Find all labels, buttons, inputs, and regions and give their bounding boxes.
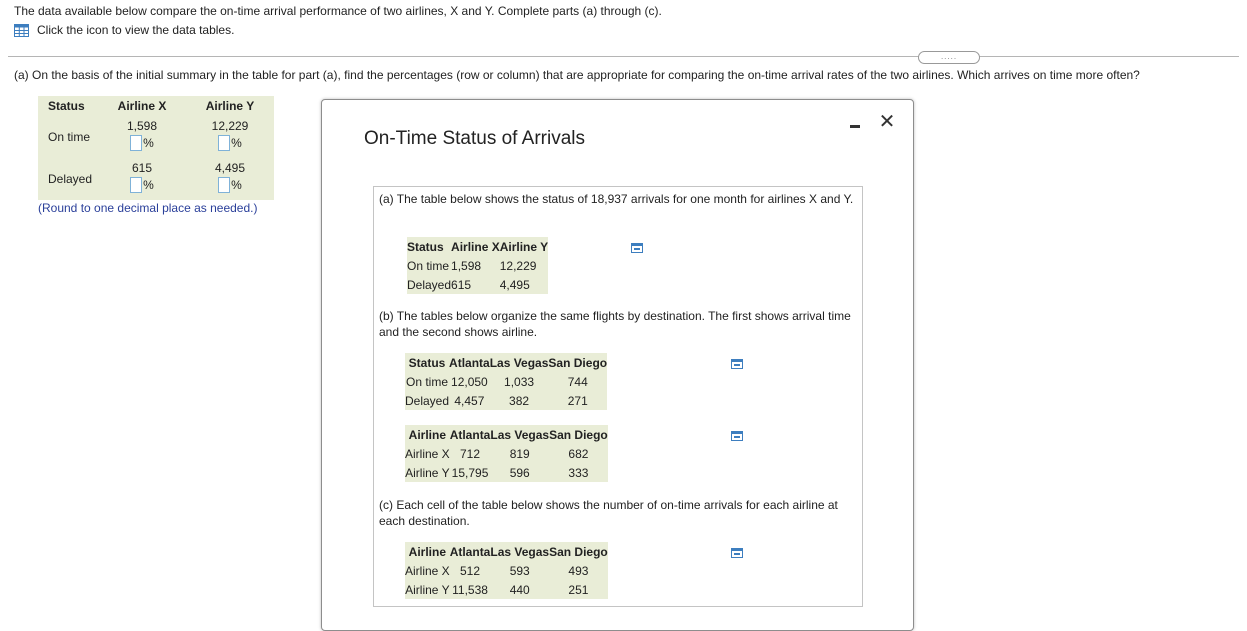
table-cell: 4,495 [500,275,548,294]
answer-table [38,96,274,200]
table-cell: 819 [490,444,549,463]
table-part-a [407,237,548,294]
table-part-c [405,542,608,599]
table-cell: 1,598 [451,256,500,275]
copy-table-icon[interactable] [731,548,743,558]
table-header: Las Vegas [490,353,549,372]
row-label: Delayed [48,172,93,186]
part-a-text: (a) The table below shows the status of 18,937 arrivals for one month for airlines X and Y. [379,192,854,206]
cell-value: 615 [131,161,153,175]
table-row [405,372,607,391]
table-header: Las Vegas [490,542,549,561]
table-cell: 744 [548,372,607,391]
table-header: San Diego [549,425,608,444]
table-cell: 493 [549,561,608,580]
table-header: Las Vegas [490,425,549,444]
table-header: Airline X [451,237,500,256]
table-header: Airline Y [500,237,548,256]
table-header: Atlanta [450,542,491,561]
table-cell: Delayed [405,391,449,410]
table-cell: 271 [548,391,607,410]
table-row [405,463,608,482]
table-cell: On time [407,256,451,275]
table-header: Status [405,353,449,372]
row-label: On time [48,130,91,144]
table-header: Atlanta [449,353,490,372]
percent-sign: % [143,136,154,150]
y-on-time-percent-input[interactable] [218,135,230,151]
header-status: Status [48,99,85,113]
table-row [407,275,548,294]
table-header: Airline [405,542,450,561]
question-part-a: (a) On the basis of the initial summary in the table for part (a), find the percentages (row or column) that are appropriate for comparing the on-time arrival rates of the two airlines. Which arrives on time more often? [14,68,1140,82]
table-cell: 593 [490,561,549,580]
section-divider [8,56,1239,57]
y-delayed-percent-input[interactable] [218,177,230,193]
answer-row-on-time [38,116,274,158]
table-cell: Airline Y [405,580,450,599]
table-cell: 382 [490,391,549,410]
table-part-b-status [405,353,607,410]
percent-sign: % [143,178,154,192]
table-cell: Airline X [405,561,450,580]
answer-table-header [38,96,274,116]
table-cell: 15,795 [450,463,491,482]
table-cell: On time [405,372,449,391]
copy-table-icon[interactable] [731,431,743,441]
table-cell: Airline X [405,444,450,463]
part-b-text: (b) The tables below organize the same flights by destination. The first shows arrival time and the second shows airline. [379,309,851,339]
table-cell: 251 [549,580,608,599]
cell-value: 4,495 [214,161,246,175]
part-c-text: (c) Each cell of the table below shows the number of on-time arrivals for each airline at each destination. [379,498,838,528]
table-header: Status [407,237,451,256]
table-cell: 4,457 [449,391,490,410]
table-cell: 712 [450,444,491,463]
copy-table-icon[interactable] [631,243,643,253]
data-tables-popup [321,99,914,631]
table-cell: 440 [490,580,549,599]
percent-sign: % [231,136,242,150]
table-row [405,561,608,580]
table-header: Atlanta [450,425,491,444]
table-cell: 11,538 [450,580,491,599]
table-header: Airline [405,425,450,444]
percent-sign: % [231,178,242,192]
table-part-b-airline [405,425,608,482]
view-tables-text[interactable]: Click the icon to view the data tables. [37,23,235,37]
x-delayed-percent-input[interactable] [130,177,142,193]
table-grid-icon[interactable] [14,24,29,37]
popup-title: On-Time Status of Arrivals [364,128,586,149]
more-options-button[interactable]: ..... [918,51,980,64]
x-on-time-percent-input[interactable] [130,135,142,151]
popup-content [373,186,863,607]
table-cell: Delayed [407,275,451,294]
table-cell: 615 [451,275,500,294]
header-airline-y: Airline Y [205,99,255,113]
round-note: (Round to one decimal place as needed.) [38,201,258,215]
cell-value: 1,598 [126,119,158,133]
table-cell: 682 [549,444,608,463]
table-cell: 1,033 [490,372,549,391]
cell-value: 12,229 [211,119,249,133]
table-cell: Airline Y [405,463,450,482]
close-icon[interactable]: ✕ [878,111,896,133]
table-row [405,391,607,410]
table-row [405,580,608,599]
table-cell: 12,050 [449,372,490,391]
view-tables-link[interactable] [14,23,234,37]
table-row [407,256,548,275]
table-header: San Diego [549,542,608,561]
answer-row-delayed [38,158,274,200]
copy-table-icon[interactable] [731,359,743,369]
intro-text: The data available below compare the on-time arrival performance of two airlines, X and Y. Complete parts (a) through (c). [14,4,662,18]
minimize-icon[interactable] [848,116,862,130]
table-header: San Diego [548,353,607,372]
table-cell: 12,229 [500,256,548,275]
table-row [405,444,608,463]
table-cell: 512 [450,561,491,580]
header-airline-x: Airline X [117,99,167,113]
table-cell: 333 [549,463,608,482]
table-cell: 596 [490,463,549,482]
